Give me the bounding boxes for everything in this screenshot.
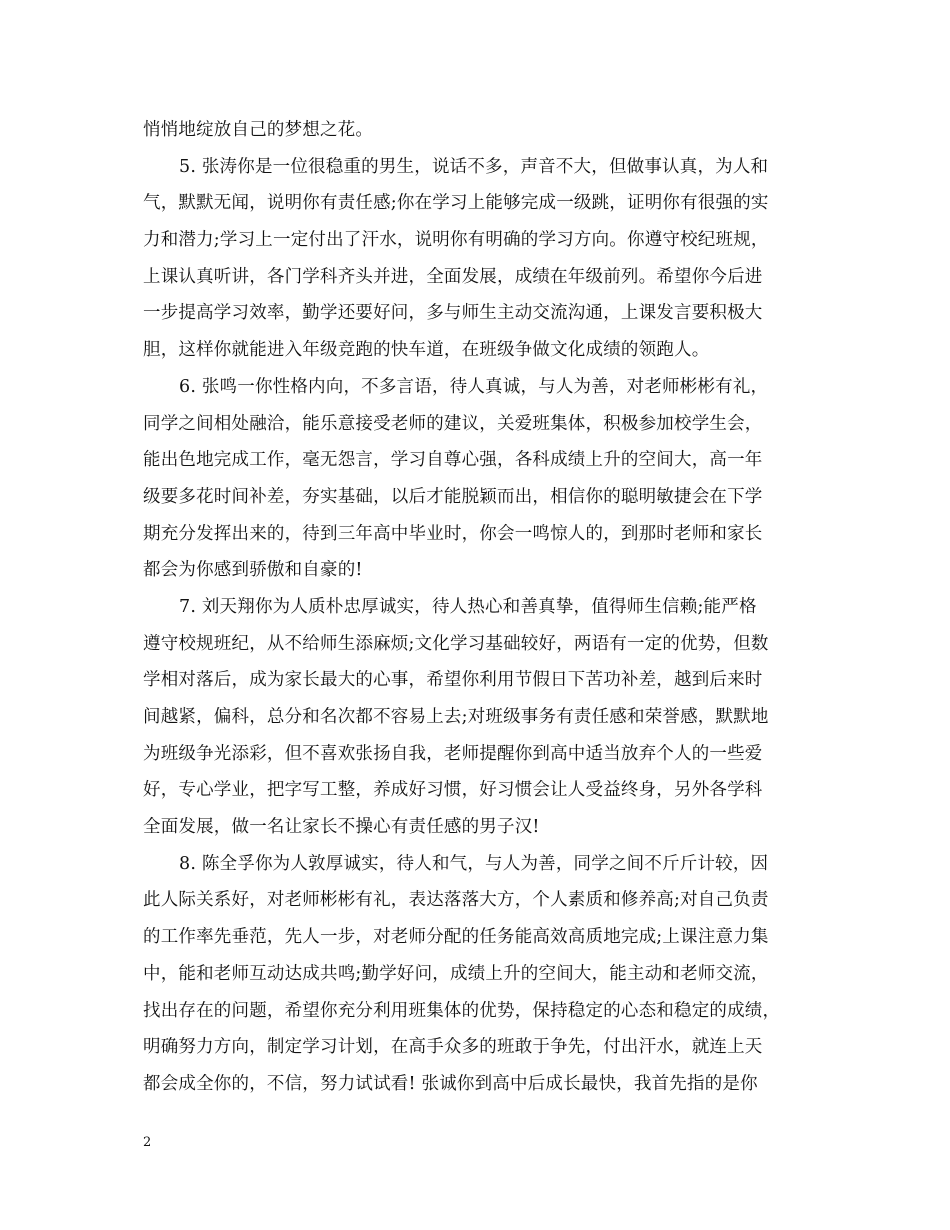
text-line: 的工作率先垂范，先人一步，对老师分配的任务能高效高质地完成;上课注意力集 [143,927,769,948]
text-line: 都会成全你的，不信，努力试试看! 张诚你到高中后成长最快，我首先指的是你 [143,1073,758,1094]
text-line: 同学之间相处融洽，能乐意接受老师的建议，关爱班集体，积极参加校学生会， [143,413,763,434]
text-line: 好，专心学业，把字写工整，养成好习惯，好习惯会让人受益终身，另外各学科 [143,780,763,801]
text-line: 悄悄地绽放自己的梦想之花。 [143,120,374,140]
body-text [143,112,823,1103]
text-line: 6. 张鸣一你性格内向，不多言语，待人真诚，与人为善，对老师彬彬有礼， [179,376,769,397]
text-line: 明确努力方向，制定学习计划，在高手众多的班敢于争先，付出汗水，就连上天 [143,1037,763,1058]
text-line: 5. 张涛你是一位很稳重的男生，说话不多，声音不大，但做事认真，为人和 [179,156,769,177]
text-line: 遵守校规班纪，从不给师生添麻烦;文化学习基础较好，两语有一定的优势，但数 [143,633,769,654]
text-line: 胆，这样你就能进入年级竞跑的快车道，在班级争做文化成绩的领跑人。 [143,340,710,361]
text-line: 学相对落后，成为家长最大的心事，希望你利用节假日下苦功补差，越到后来时 [143,670,763,691]
text-line: 级要多花时间补差，夯实基础，以后才能脱颖而出，相信你的聪明敏捷会在下学 [143,486,763,507]
text-line: 能出色地完成工作，毫无怨言，学习自尊心强，各科成绩上升的空间大，高一年 [143,450,763,471]
text-line: 中，能和老师互动达成共鸣;勤学好问，成绩上升的空间大，能主动和老师交流， [143,963,769,984]
page-number: 2 [143,1135,152,1150]
text-line: 间越紧，偏科，总分和名次都不容易上去;对班级事务有责任感和荣誉感，默默地 [143,707,769,727]
text-line: 全面发展，做一名让家长不操心有责任感的男子汉! [143,817,540,838]
text-line: 7. 刘天翔你为人质朴忠厚诚实，待人热心和善真挚，值得师生信赖;能严格 [179,596,757,617]
text-line: 为班级争光添彩，但不喜欢张扬自我，老师提醒你到高中适当放弃个人的一些爱 [143,743,763,764]
text-line: 一步提高学习效率，勤学还要好问，多与师生主动交流沟通，上课发言要积极大 [143,303,763,324]
text-line: 找出存在的问题，希望你充分利用班集体的优势，保持稳定的心态和稳定的成绩， [143,1000,781,1021]
text-line: 气，默默无闻，说明你有责任感;你在学习上能够完成一级跳，证明你有很强的实 [143,193,769,214]
text-line: 都会为你感到骄傲和自豪的! [143,560,363,581]
text-line: 8. 陈全孚你为人敦厚诚实，待人和气，与人为善，同学之间不斤斤计较，因 [179,853,769,874]
text-line: 此人际关系好，对老师彬彬有礼，表达落落大方，个人素质和修养高;对自己负责 [143,890,769,911]
text-line: 上课认真听讲，各门学科齐头并进，全面发展，成绩在年级前列。希望你今后进 [143,266,763,287]
text-line: 期充分发挥出来的，待到三年高中毕业时，你会一鸣惊人的，到那时老师和家长 [143,523,763,544]
text-line: 力和潜力;学习上一定付出了汗水，说明你有明确的学习方向。你遵守校纪班规， [143,230,769,251]
